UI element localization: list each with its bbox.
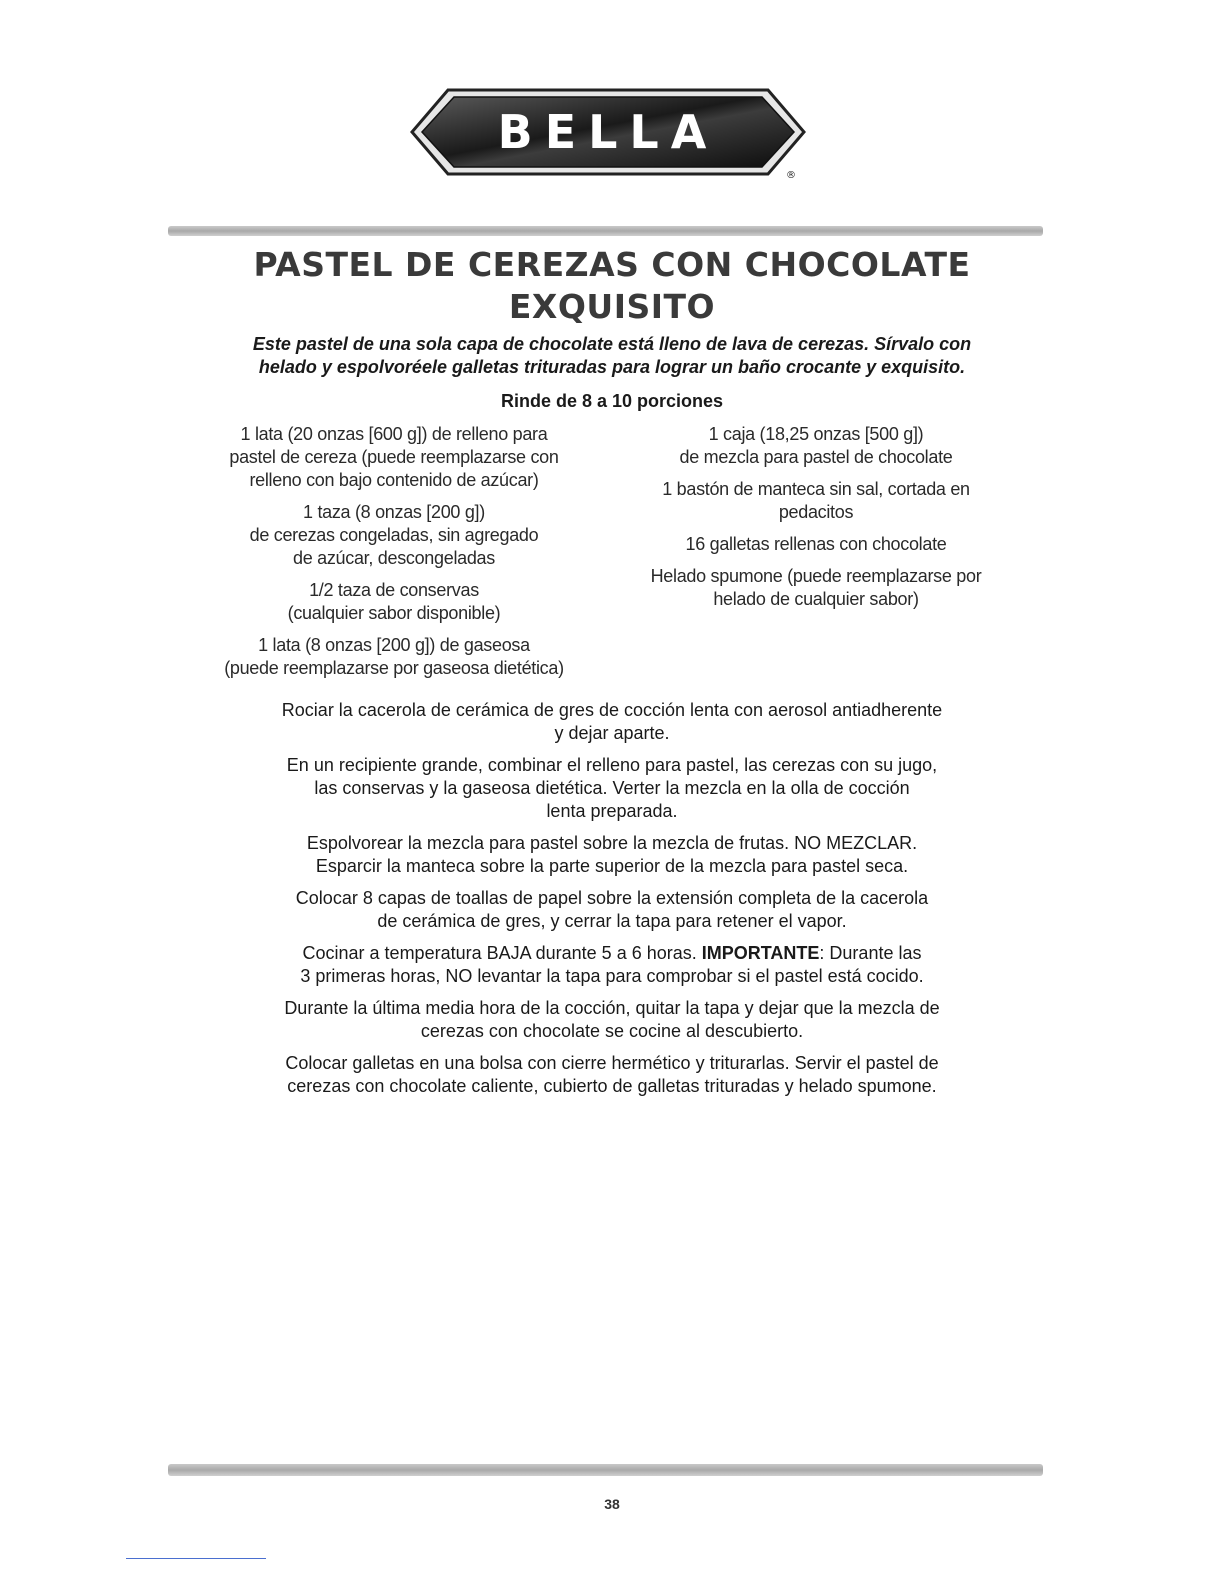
recipe-intro: Este pastel de una sola capa de chocolate está lleno de lava de cerezas. Sírvalo con helado y espolvoréele galletas trituradas para lograr un baño crocante y exquisito. — [252, 334, 972, 377]
ingredient-item: 1 caja (18,25 onzas [500 g]) de mezcla para pastel de chocolate — [679, 424, 953, 467]
bottom-divider — [168, 1464, 1043, 1476]
ingredients-left-column — [186, 423, 602, 689]
instruction-step: Colocar 8 capas de toallas de papel sobre la extensión completa de la cacerola de cerámica de gres, y cerrar la tapa para retener el vapor. — [295, 888, 929, 931]
recipe-title — [160, 244, 1064, 328]
instruction-step: Espolvorear la mezcla para pastel sobre la mezcla de frutas. NO MEZCLAR. Esparcir la manteca sobre la parte superior de la mezcla para pastel seca. — [306, 833, 918, 876]
registered-mark: ® — [786, 170, 796, 181]
page-number: 38 — [604, 1496, 620, 1512]
instructions — [200, 699, 1024, 1107]
instruction-step: Colocar galletas en una bolsa con cierre hermético y triturarlas. Servir el pastel de cerezas con chocolate caliente, cubierto de galletas trituradas y helado spumone. — [285, 1053, 939, 1096]
title-line-1: PASTEL DE CEREZAS CON CHOCOLATE — [253, 245, 971, 284]
title-line-2: EXQUISITO — [508, 287, 716, 326]
instruction-step: Durante la última media hora de la cocción, quitar la tapa y dejar que la mezcla de cerezas con chocolate se cocine al descubierto. — [284, 998, 940, 1041]
ingredient-item: 1 lata (20 onzas [600 g]) de relleno para pastel de cereza (puede reemplazarse con relleno con bajo contenido de azúcar) — [229, 424, 559, 490]
instruction-step-important: Cocinar a temperatura BAJA durante 5 a 6 horas. IMPORTANTE: Durante las 3 primeras horas, NO levantar la tapa para comprobar si el pastel está cocido. — [300, 943, 924, 986]
ingredient-item: 16 galletas rellenas con chocolate — [685, 534, 947, 554]
top-divider — [168, 226, 1043, 236]
instruction-step: En un recipiente grande, combinar el relleno para pastel, las cerezas con su jugo, las conservas y la gaseosa dietética. Verter la mezcla en la olla de cocción lenta preparada. — [286, 755, 938, 821]
ingredient-item: 1 lata (8 onzas [200 g]) de gaseosa (puede reemplazarse por gaseosa dietética) — [224, 635, 564, 678]
logo-wordmark: BELLA — [497, 105, 719, 159]
bella-logo — [408, 82, 808, 182]
ingredient-item: 1 taza (8 onzas [200 g]) de cerezas congeladas, sin agregado de azúcar, descongeladas — [249, 502, 539, 568]
ingredient-item: 1 bastón de manteca sin sal, cortada en pedacitos — [662, 479, 970, 522]
ingredients-right-column — [620, 423, 1012, 620]
footnote-rule — [126, 1558, 266, 1559]
important-keyword: IMPORTANTE — [701, 943, 820, 963]
instruction-step: Rociar la cacerola de cerámica de gres de cocción lenta con aerosol antiadherente y dejar aparte. — [281, 700, 943, 743]
ingredient-item: Helado spumone (puede reemplazarse por helado de cualquier sabor) — [650, 566, 982, 609]
recipe-yield: Rinde de 8 a 10 porciones — [500, 391, 724, 411]
ingredient-item: 1/2 taza de conservas (cualquier sabor disponible) — [287, 580, 501, 623]
